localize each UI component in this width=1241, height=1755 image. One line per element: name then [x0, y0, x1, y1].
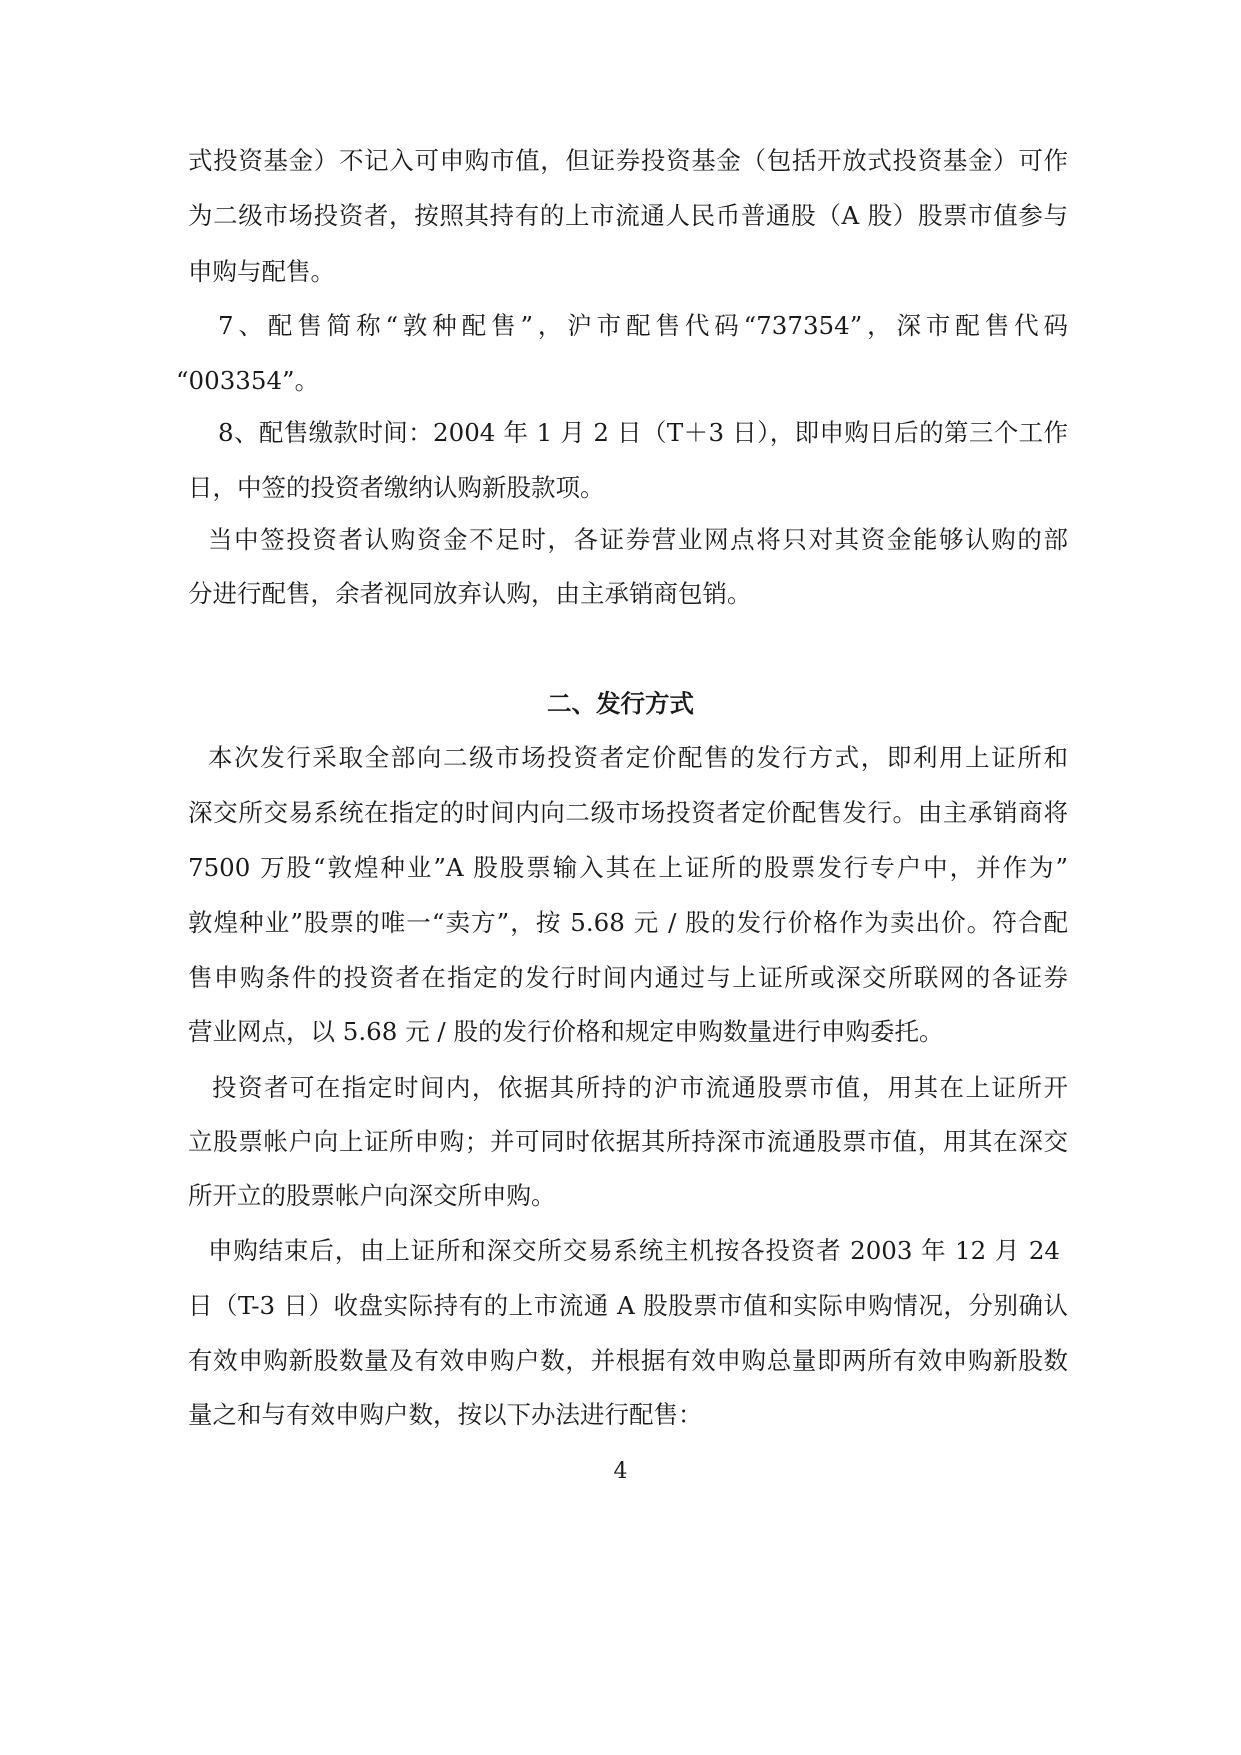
- section-paragraph-1-line-1: 本次发行采取全部向二级市场投资者定价配售的发行方式，即利用上证所和: [208, 743, 1068, 772]
- paragraph-3-line-2: 日，中签的投资者缴纳认购新股款项。: [188, 473, 605, 502]
- section-paragraph-1-line-2: 深交所交易系统在指定的时间内向二级市场投资者定价配售发行。由主承销商将: [188, 798, 1068, 827]
- paragraph-1-line-3: 申购与配售。: [188, 257, 335, 286]
- paragraph-4-line-2: 分进行配售，余者视同放弃认购，由主承销商包销。: [188, 579, 752, 608]
- paragraph-2-line-1: 7、配售简称“敦种配售”，沪市配售代码“737354”，深市配售代码: [218, 311, 1068, 340]
- paragraph-1-line-2: 为二级市场投资者，按照其持有的上市流通人民币普通股（A 股）股票市值参与: [188, 201, 1068, 230]
- section-paragraph-3-line-3: 有效申购新股数量及有效申购户数，并根据有效申购总量即两所有效申购新股数: [188, 1346, 1068, 1375]
- section-paragraph-1-line-4: 敦煌种业”股票的唯一“卖方”，按 5.68 元 / 股的发行价格作为卖出价。符合配: [188, 908, 1068, 937]
- section-paragraph-1-line-5: 售申购条件的投资者在指定的发行时间内通过与上证所或深交所联网的各证券: [188, 963, 1068, 992]
- section-paragraph-2-line-2: 立股票帐户向上证所申购；并可同时依据其所持深市流通股票市值，用其在深交: [188, 1127, 1068, 1156]
- paragraph-4-line-1: 当中签投资者认购资金不足时，各证券营业网点将只对其资金能够认购的部: [208, 525, 1068, 554]
- page-number: 4: [613, 1459, 628, 1484]
- section-heading: 二、发行方式: [547, 689, 694, 718]
- section-paragraph-2-line-3: 所开立的股票帐户向深交所申购。: [188, 1181, 556, 1210]
- section-paragraph-3-line-2: 日（T-3 日）收盘实际持有的上市流通 A 股股票市值和实际申购情况，分别确认: [188, 1291, 1068, 1320]
- section-paragraph-3-line-4: 量之和与有效申购户数，按以下办法进行配售：: [188, 1400, 703, 1429]
- paragraph-1-line-1: 式投资基金）不记入可申购市值，但证券投资基金（包括开放式投资基金）可作: [188, 146, 1068, 175]
- paragraph-2-line-2: “003354”。: [176, 366, 320, 395]
- paragraph-3-line-1: 8、配售缴款时间：2004 年 1 月 2 日（T＋3 日），即申购日后的第三个工作: [218, 418, 1068, 447]
- section-paragraph-2-line-1: 投资者可在指定时间内，依据其所持的沪市流通股票市值，用其在上证所开: [212, 1073, 1068, 1102]
- section-paragraph-1-line-3: 7500 万股“敦煌种业”A 股股票输入其在上证所的股票发行专户中，并作为”: [188, 853, 1068, 882]
- section-paragraph-3-line-1: 申购结束后，由上证所和深交所交易系统主机按各投资者 2003 年 12 月 24: [208, 1236, 1060, 1265]
- section-paragraph-1-line-6: 营业网点，以 5.68 元 / 股的发行价格和规定申购数量进行申购委托。: [188, 1017, 944, 1046]
